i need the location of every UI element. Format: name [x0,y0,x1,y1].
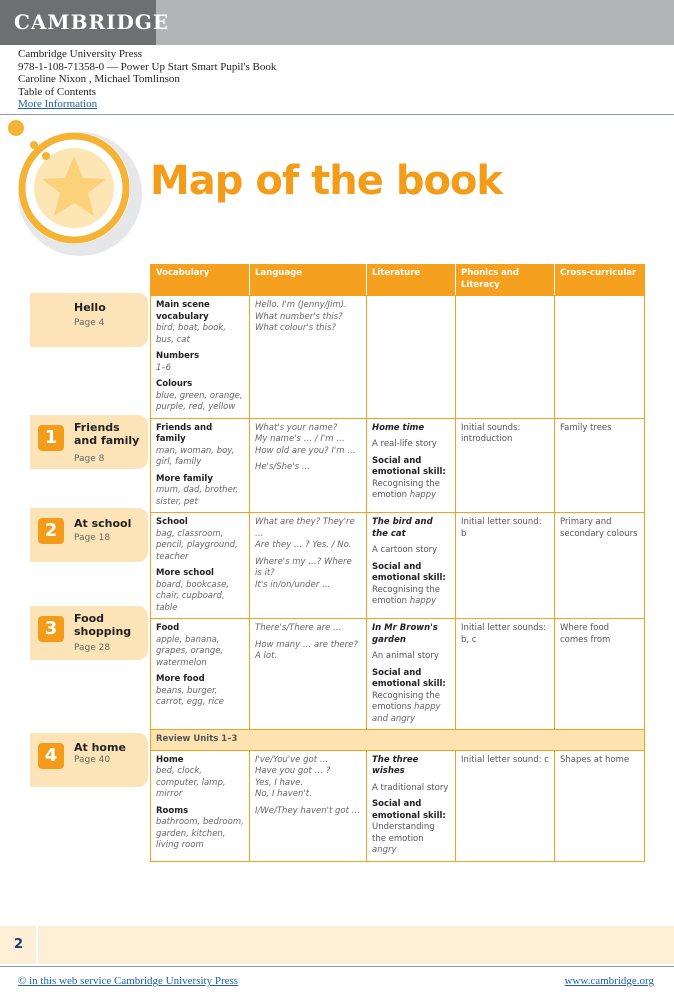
story-type: A traditional story [372,782,449,793]
vocab-words: blue, green, orange, purple, red, yellow [156,390,243,412]
story-title: In Mr Brown's garden [372,623,438,645]
footer-band [0,926,674,964]
section-label: Table of Contents [18,85,97,98]
unit-number-badge: 4 [38,743,64,769]
vocabulary-cell [151,418,250,513]
vocab-heading: Numbers [156,351,200,361]
footer-divider [0,966,674,967]
vocabulary-cell [151,619,250,730]
vocab-heading: Home [156,754,184,765]
cross-curricular-cell [555,296,645,419]
literature-cell [367,296,456,419]
language-line: What colour's this? [255,323,336,333]
column-header: Phonics and Literacy [456,265,555,296]
unit-page: Page 28 [74,643,111,653]
language-cell [250,513,367,619]
cross-curricular-cell: Shapes at home [555,750,645,861]
unit-page: Page 40 [74,755,111,765]
star-icon [4,118,144,258]
phonics-cell [456,296,555,419]
vocab-heading: Colours [156,379,193,389]
top-banner [0,0,674,45]
publisher-name: Cambridge University Press [18,48,143,60]
unit-name: At school [74,517,132,530]
unit-number-badge: 3 [38,616,64,642]
language-line: A lot. [255,651,278,661]
unit-page: Page 8 [74,454,105,464]
language-line: Have you got … ? [255,766,331,776]
vocab-heading: School [156,517,188,527]
review-label: Review Units 1–3 [151,730,645,751]
language-cell [250,619,367,730]
story-type: A cartoon story [372,545,438,555]
column-header: Literature [367,265,456,296]
language-line: There's/There are … [255,623,342,633]
skill-text: Recognising the emotions [372,690,440,712]
column-header: Language [250,265,367,296]
skill-emotion: happy [409,490,437,500]
language-line: Are they … ? Yes. / No. [255,540,352,550]
vocab-heading: Friends and family [156,422,213,444]
column-header: Cross-curricular [555,265,645,296]
vocab-heading: More school [156,568,214,578]
unit-page: Page 18 [74,533,111,543]
language-line: He's/She's … [255,462,311,472]
skill-heading: Social and emotional skill: [372,799,446,821]
unit-name: At home [74,741,126,754]
phonics-cell: Initial letter sound: c [456,750,555,861]
language-cell [250,296,367,419]
vocab-heading: Food [156,623,180,633]
map-of-book-table [150,264,645,862]
vocabulary-cell [151,750,250,861]
vocab-words: apple, banana, grapes, orange, watermelon [156,634,224,668]
column-header: Vocabulary [151,265,250,296]
table-row [151,296,645,419]
language-line: What number's this? [255,311,343,322]
language-cell [250,418,367,513]
vocab-words: bird, boat, book, bus, cat [156,323,227,345]
copyright-link[interactable]: © in this web service Cambridge University Press [18,975,239,987]
vocab-heading: Main scene vocabulary [156,300,210,322]
language-cell [250,750,367,861]
table-row [151,619,645,730]
header-divider [0,114,674,115]
vocab-words: bed, clock, computer, lamp, mirror [156,766,226,799]
language-line: How old are you? I'm … [255,445,356,456]
skill-text: Understanding the emotion [372,822,435,844]
literature-cell [367,418,456,513]
more-information-link[interactable]: More Information [18,98,98,111]
vocab-words: bathroom, bedroom, garden, kitchen, living room [156,817,244,850]
skill-emotion: happy [409,596,437,606]
literature-cell [367,750,456,861]
skill-emotion: angry [372,845,397,855]
literature-cell [367,619,456,730]
phonics-cell: Initial letter sound: b [456,513,555,619]
cross-curricular-cell: Primary and secondary colours [555,513,645,619]
review-row [151,730,645,751]
phonics-cell: Initial letter sounds: b, c [456,619,555,730]
language-line: I/We/They haven't got … [255,805,361,816]
language-line: How many … are there? [255,639,358,650]
isbn-title: 978-1-108-71358-0 — Power Up Start Smart Pupil's Book [18,60,277,73]
language-line: Where's my …? Where is it? [255,556,352,578]
language-line: Hello. I'm (Jenny/Jim). [255,300,347,310]
table-row [151,750,645,861]
unit-number-badge: 2 [38,518,64,544]
page-number: 2 [0,926,38,964]
vocab-words: board, bookcase, chair, cupboard, table [156,579,230,613]
skill-heading: Social and emotional skill: [372,455,446,477]
story-title: Home time [372,422,425,433]
language-line: I've/You've got … [255,754,329,765]
website-link[interactable]: www.cambridge.org [564,975,654,987]
cross-curricular-cell: Family trees [555,418,645,513]
authors: Caroline Nixon , Michael Tomlinson [18,73,180,86]
page-title: Map of the book [150,158,503,204]
vocab-words: beans, burger, carrot, egg, rice [156,685,224,707]
table-row [151,513,645,619]
language-line: My name's … / I'm … [255,434,345,444]
unit-number-badge: 1 [38,425,64,451]
cross-curricular-cell: Where food comes from [555,619,645,730]
book-metadata [18,48,276,111]
vocab-words: 1–6 [156,362,172,373]
language-line: It's in/on/under … [255,579,331,590]
table-row [151,418,645,513]
language-line: No, I haven't. [255,789,312,799]
unit-page: Page 4 [74,318,105,328]
story-title: The bird and the cat [372,517,433,539]
unit-tab-hello [30,293,148,347]
vocab-heading: Rooms [156,805,189,816]
skill-heading: Social and emotional skill: [372,561,446,583]
vocabulary-cell [151,513,250,619]
unit-name: Food shopping [74,612,132,638]
skill-emotion: happy and angry [372,702,441,724]
unit-tab-3 [30,606,148,660]
unit-name: Friends and family [74,421,140,447]
unit-tab-1 [30,415,148,469]
literature-cell [367,513,456,619]
unit-tab-2 [30,508,148,562]
vocab-words: man, woman, boy, girl, family [156,445,235,467]
vocab-words: bag, classroom, pencil, playground, teacher [156,528,238,562]
story-type: An animal story [372,651,439,661]
cambridge-logo: CAMBRIDGE [0,0,156,45]
skill-text: Recognising the emotion [372,478,440,500]
story-title: The three wishes [372,754,419,776]
language-line: What's your name? [255,422,338,433]
table-header-row [151,265,645,296]
language-line: What are they? They're … [255,517,355,539]
unit-tab-4 [30,733,148,787]
vocab-heading: More food [156,674,205,684]
phonics-cell: Initial sounds: introduction [456,418,555,513]
skill-text: Recognising the emotion [372,584,440,606]
vocab-words: mum, dad, brother, sister, pet [156,485,239,507]
vocabulary-cell [151,296,250,419]
vocab-heading: More family [156,473,213,484]
story-type: A real-life story [372,439,437,449]
unit-name: Hello [74,301,106,314]
language-line: Yes, I have. [255,777,304,788]
skill-heading: Social and emotional skill: [372,667,446,689]
